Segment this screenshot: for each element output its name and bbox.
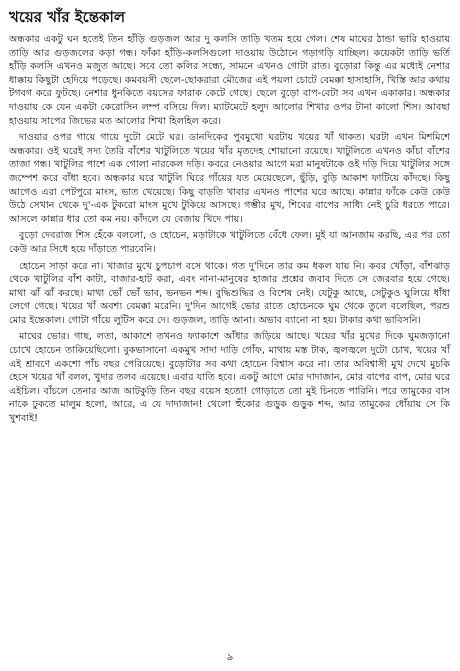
paragraph-1: অন্ধকার একটু ঘন হতেই তিন হাঁড়ি গুড়জল আর দু কলসি তাড়ি খতম হয়ে গেল। শেষ মাঘের ঠান্ডা ভারি হাওয়ায় তাড়ি আর গুড়জলের কড়া গন্ধ। ফাঁকা হাঁড়ি-কলসিগুলো দাওয়ায় উঠোনে গড়াগড়ি যাচ্ছিল। কয়েকটা তাড়ি ভর্তি হাঁড়ি কলসি এখনও মজুত আছে। সবে তো কলির সন্ধ্যে, সামনে এখনও গোটা রাত। বুড়োরা কিন্তু এর মধ্যেই নেশার ধাক্কায় কিছুটা হেদিয়ে পড়েছে। কমবয়সী ছেলে-ছোকরারা মৌজের এই পয়লা চোটে বেমক্কা হাসাহাসি, খিস্তি আর কথায় টগবগ করে ফুটছে। নেশার ধুনকিতে বয়সের ফারাক কেটে গেছে। ছেলে বুড়ো বাপ-বেটা সব এখন একাকার। অন্ধকার দাওয়ায় কে যেন একটা কেরোসিন লম্প বসিয়ে দিল। ম্যাটমেটে হলুদ আলোর শিখার ওপর টানা কালো শিস। আবছা হাওয়ায় সাপের জিভের মত আলোর শিখা হিলহিল করে। xyxy=(9,34,450,127)
paragraph-2: দাওয়ার ওপর গায়ে গায়ে দুটো মেটে ঘর। ডানদিকের পুবমুখো ঘরটায় খয়ের খাঁ থাকত। ঘরটা এখন মিশমিশে অন্ধকার। ওই ঘরেই সদ্য তৈরি বাঁশের খাটুলিতে খয়ের খাঁর মৃতদেহ শোয়ানো রয়েছে। খাটুলিতে এখনও কাঁচা বাঁশের তাজা গন্ধ। খাটুলির পাশে এক গোলা নারকেল দড়ি। কবরে নেওয়ার আগে মরা মানুষটাকে ওই দড়ি দিয়ে খাটুলির সঙ্গে জম্পেশ করে বাঁধা হবে। অন্ধকার ঘরে খাটুলি ঘিরে গাঁয়ের যত মেয়েছেলে, ছুঁড়ি, বুড়ি আকাশ ফাটিয়ে কাঁদছে। কিছু আগেও এরা পেটপুরে মাংস, ভাত খেয়েছে। কিছু বাড়তি খাবার এখনও পাশের ঘরে আছে। কান্নার ফাঁকে কেউ কেউ উঠে সেখান থেকে দু'-এক টুকরো মাংস মুখে টুকিয়ে আসছে। গম্ভীর মুখ, শিবের বাপের সাধ্যি নেই চুরি ধরতে পারে। আসলে কান্নার ধার তো কম নয়। কাঁদলে যে বেজায় খিদে পায়। xyxy=(9,132,450,225)
chapter-title: খয়ের খাঁর ইন্তেকাল xyxy=(9,8,126,26)
paragraph-5: মাঘের ভোর। গাছ, লতা, আকাশে তখনও ফ্যাকাশে আঁধার জড়িয়ে আছে। খয়ের খাঁর মুখের দিকে ঘুমজড়ানো চোখে হোচেন তাকিয়েছিলো। বুকভাসানো একমুখ সাদা দাড়ি গোঁফ, মাথায় মস্ত টাক, জ্বলজ্বলে দুটো চোখ, খয়ের খাঁ এই শ্রাবণে একশো পাঁচ বছর পেরিয়েছে। বুড়োটার সব কথা হোচেন বিশ্বাস করে না। তার অবিশ্বাসী মুখ দেখে মুচকি হেসে খয়ের খাঁ বলল, খুদার তলব এয়েছে। এবার যাতি হবে। একটু আগে মোর দাদাজান, মোর বাপের বাপ, মোর ঘরে এইচিল। বাঁচলে তেনার আজ আটকুড়ি তিন বছর বয়েস হতো! গোড়াতে তো মুই চিনতে পারিনি। পরে তামুকের বাস নাকে ঢুকতে মালুম হলো, আরে, এ যে দাদাজান! থেলো হুঁকোর গুড়ুক গুড়ুক শব্দ, আর তামুকের ধোঁয়ায় সে কি খুশবাই! xyxy=(9,331,450,425)
page-number: ৯ xyxy=(226,652,234,663)
paragraph-4: হোচেন সাড়া করে না। খাজার মুখে চুপচাপ বসে থাকে। গত দু'দিনে তার কম ধকল যায় নি। কবর খোঁড়া, বাঁশঝাড় থেকে খাটুলির বাঁশ কাটা, বাজার-হাট করা, এবং নানা-মানুষের হাজার প্রশ্নের জবাব দিতে সে জেরবার হয়ে গেছে। মাথা ঝাঁ ঝাঁ করছে। মাথা ভোঁ ভোঁ ভাব, ভনভন শব্দ। বুদ্ধিশুদ্ধির ও বিশেষ নেই। যেটুকু আছে, সেটুকুও ঘুলিয়ে ধাঁধা লেগে গেছে। খয়ের খাঁ অবশ্য বেমক্কা মরেনি। দু'দিন আগেই ভোর রাতে হোচেনকে ঘুম থেকে তুলে বলেছিল, পরশু মোর ইন্তেকাল। গোটা গাঁয়ে লুটিস করে দে। গুড়জল, তাড়ি আনা। অভাব ব্যানো না হয়। টাকার কথা ভাবিসনি। xyxy=(9,260,450,326)
paragraph-3: বুড়ো দেবরাজ শিস হেঁকে বললো, ও হোচেন, মড়াটাকে খাটুলিতে বেঁধে ফেল। মুই যা আনজাম করছি, এর পর তো কেউ আর সিধে হয়ে দাঁড়াতে পারবেনি। xyxy=(9,230,450,255)
